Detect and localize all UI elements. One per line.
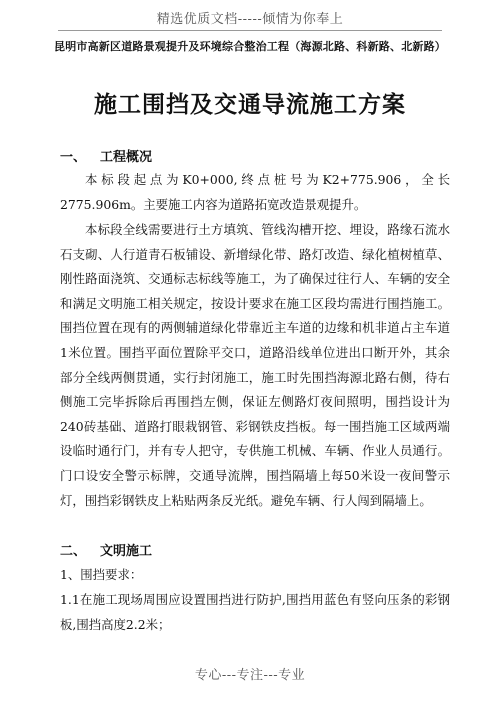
page-header: 精选优质文档-----倾情为你奉上 xyxy=(156,12,344,27)
section-label: 文明施工 xyxy=(100,544,153,559)
section-heading-civilized-construction xyxy=(60,540,152,559)
section-heading-overview xyxy=(60,146,152,165)
overview-paragraph-2: 本标段全线需要进行土方填筑、管线沟槽开挖、埋设，路缘石流水石支砌、人行道青石板铺设、新增绿化带、路灯改造、绿化植树植草、刚性路面浇筑、交通标志标线等施工，为了确保过往行人、车辆的安全和满足文明施工相关规定，按设计要求在施工区段均需进行围挡施工。围挡位置在现有的两侧辅道绿化带靠近主车道的边缘和机非道占主车道1米位置。围挡平面位置除平交口，道路沿线单位进出口断开外，其余部分全线两侧贯通，实行封闭施工，施工时先围挡海源北路右侧，待右侧施工完毕拆除后再围挡左侧，保证左侧路灯夜间照明，围挡设计为240砖基础、道路打眼栽钢管、彩钢铁皮挡板。每一围挡施工区域两端设临时通行门，并有专人把守，专供施工机械、车辆、作业人员通行。门口设安全警示标牌，交通导流牌，围挡隔墙上每50米设一夜间警示灯，围挡彩钢铁皮上粘贴两条反光纸。避免车辆、行人闯到隔墙上。 xyxy=(60,222,450,508)
overview-paragraph-1: 本标段起点为K0+000,终点桩号为K2+775.906，全长2775.906m。主要施工内容为道路拓宽改造景观提升。 xyxy=(60,172,450,212)
section-label: 工程概况 xyxy=(100,150,153,165)
section-number: 二、 xyxy=(60,544,87,559)
section-number: 一、 xyxy=(60,150,87,165)
page-footer: 专心---专注---专业 xyxy=(194,668,306,683)
document-title: 施工围挡及交通导流施工方案 xyxy=(94,91,406,118)
requirement-item: 1.1在施工现场周围应设置围挡进行防护,围挡用蓝色有竖向压条的彩钢板,围挡高度2.2米； xyxy=(60,592,450,632)
header-divider xyxy=(58,30,442,31)
requirement-heading: 1、围挡要求： xyxy=(60,567,143,582)
project-name: 昆明市高新区道路景观提升及环境综合整治工程（海源北路、科新路、北新路） xyxy=(54,40,446,53)
